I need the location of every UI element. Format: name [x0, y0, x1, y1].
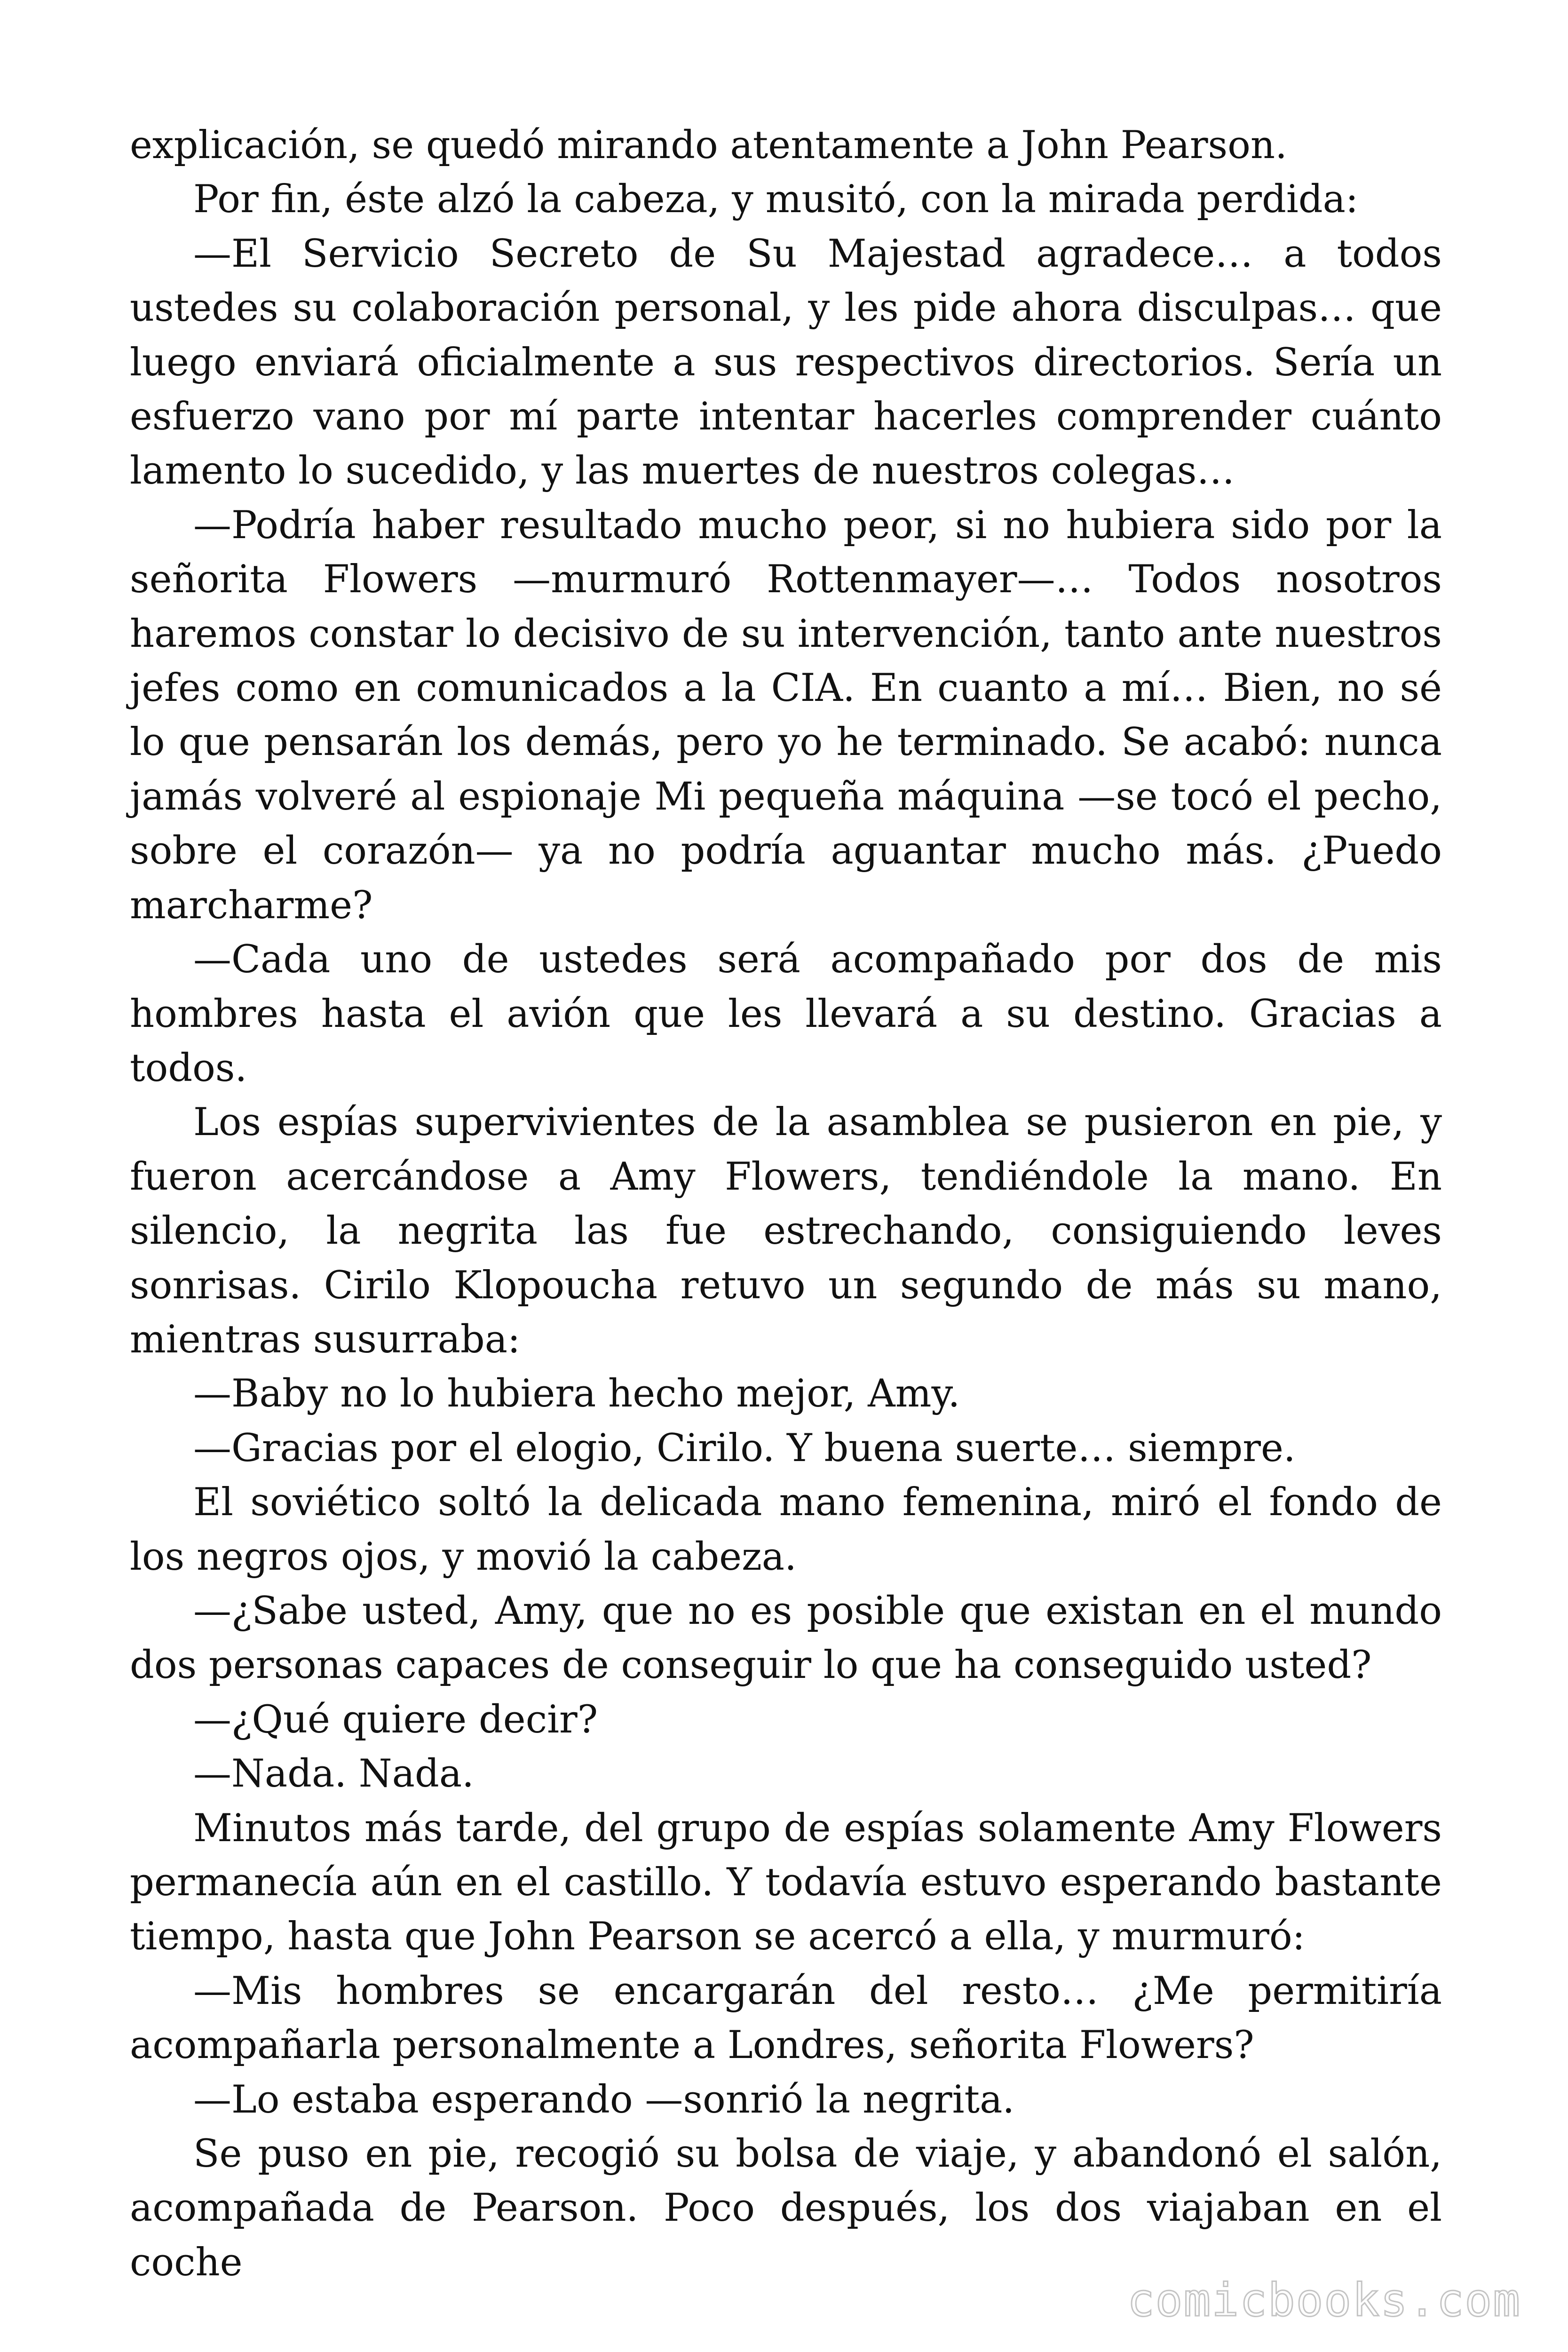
- dialogue-paragraph: —El Servicio Secreto de Su Majestad agradece… a todos ustedes su colaboración personal, y les pide ahora disculpas… que luego enviará oficialmente a sus respectivos directorios. Sería un esfuerzo vano por mí parte intentar hacerles comprender cuánto lamento lo sucedido, y las muertes de nuestros colegas…: [130, 231, 1442, 493]
- paragraph-continuation: explicación, se quedó mirando atentamente a John Pearson.: [130, 123, 1287, 167]
- dialogue-paragraph: —Mis hombres se encargarán del resto… ¿Me permitiría acompañarla personalmente a Londres, señorita Flowers?: [130, 1969, 1442, 2068]
- watermark: comicbooks.com: [1127, 2274, 1521, 2327]
- dialogue-paragraph: —Cada uno de ustedes será acompañado por dos de mis hombres hasta el avión que les llevará a su destino. Gracias a todos.: [130, 938, 1442, 1090]
- page-body: [130, 119, 1442, 2290]
- paragraph: Se puso en pie, recogió su bolsa de viaje, y abandonó el salón, acompañada de Pearson. Poco después, los dos viajaban en el coche: [130, 2132, 1442, 2285]
- dialogue-paragraph: —Baby no lo hubiera hecho mejor, Amy.: [193, 1372, 960, 1416]
- paragraph: Por fin, éste alzó la cabeza, y musitó, con la mirada perdida:: [193, 177, 1359, 222]
- paragraph: Los espías supervivientes de la asamblea se pusieron en pie, y fueron acercándose a Amy Flowers, tendiéndole la mano. En silencio, la negrita las fue estrechando, consiguiendo leves sonrisas. Cirilo Klopoucha retuvo un segundo de más su mano, mientras susurraba:: [130, 1100, 1442, 1362]
- dialogue-paragraph: —¿Sabe usted, Amy, que no es posible que existan en el mundo dos personas capaces de conseguir lo que ha conseguido usted?: [130, 1589, 1442, 1688]
- dialogue-paragraph: —Nada. Nada.: [193, 1752, 474, 1796]
- dialogue-paragraph: —¿Qué quiere decir?: [193, 1697, 598, 1742]
- paragraph: El soviético soltó la delicada mano femenina, miró el fondo de los negros ojos, y movió la cabeza.: [130, 1480, 1442, 1579]
- paragraph: Minutos más tarde, del grupo de espías solamente Amy Flowers permanecía aún en el castillo. Y todavía estuvo esperando bastante tiempo, hasta que John Pearson se acercó a ella, y murmuró:: [130, 1806, 1442, 1959]
- dialogue-paragraph: —Lo estaba esperando —sonrió la negrita.: [193, 2077, 1015, 2122]
- dialogue-paragraph: —Podría haber resultado mucho peor, si no hubiera sido por la señorita Flowers —murmuró Rottenmayer—… Todos nosotros haremos constar lo decisivo de su intervención, tanto ante nuestros jefes como en comunicados a la CIA. En cuanto a mí… Bien, no sé lo que pensarán los demás, pero yo he terminado. Se acabó: nunca jamás volveré al espionaje Mi pequeña máquina —se tocó el pecho, sobre el corazón— ya no podría aguantar mucho más. ¿Puedo marcharme?: [130, 503, 1442, 928]
- dialogue-paragraph: —Gracias por el elogio, Cirilo. Y buena suerte… siempre.: [193, 1426, 1296, 1470]
